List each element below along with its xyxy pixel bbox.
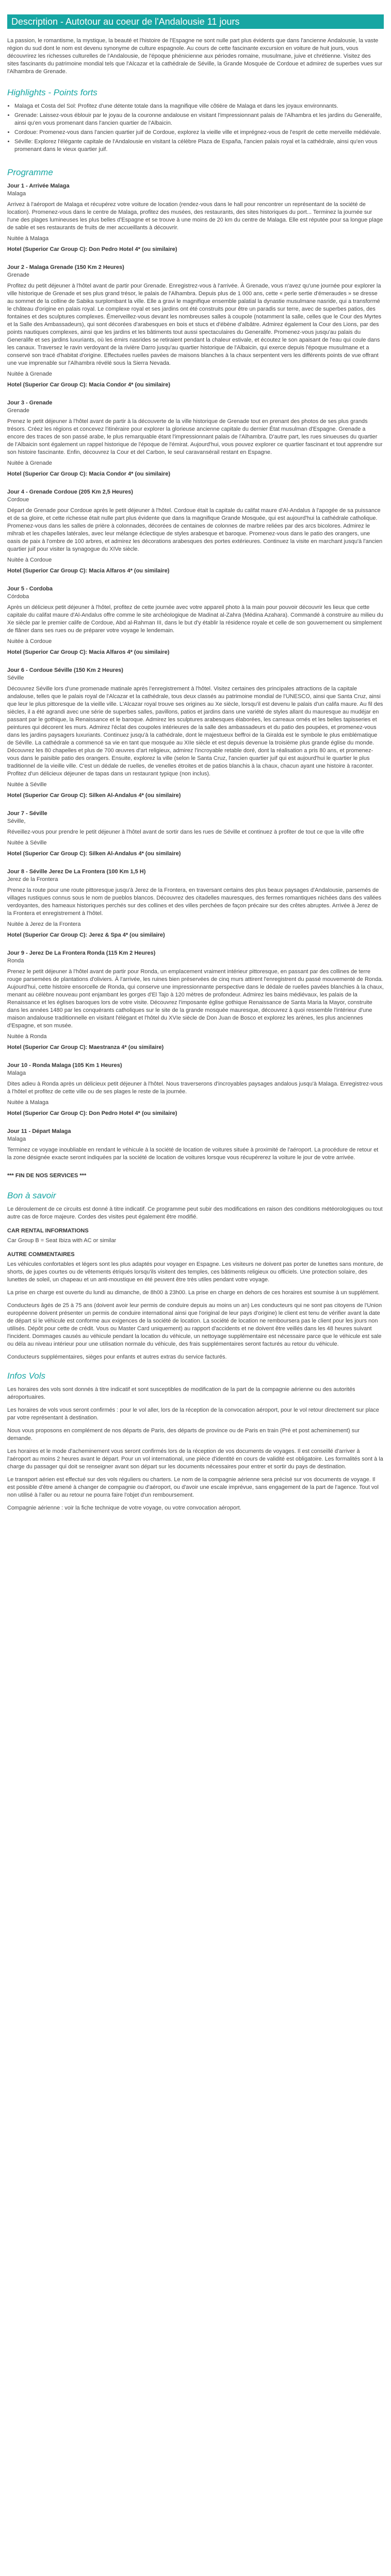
day-title: Jour 9 - Jerez De La Frontera Ronda (115 Km 2 Heures) <box>7 950 156 956</box>
info-paragraph: Les horaires et le mode d'acheminement vous seront confirmés lors de la réception de vos documents de voyages. Il est conseillé d'arriver à l'aéroport au moins 2 heures avant le départ. Pour un vol international, une pièce d'identité en cours de validité est obligatoire. Les formalités sont à la charge du passager qui doit se renseigner avant son départ sur les documents nécessaires pour entrer et sortir du pays de destination. <box>7 1448 383 1470</box>
day-hotel: Hotel (Superior Car Group C): Macia Condor 4* (ou similaire) <box>7 382 170 388</box>
info-paragraph: Les horaires de vols vous seront confirmés : pour le vol aller, lors de la réception de la convocation aéroport, pour le vol retour directement sur place par votre représentant à destination. <box>7 1407 379 1421</box>
day-hotel: Hotel (Superior Car Group C): Silken Al-Andalus 4* (ou similaire) <box>7 851 181 857</box>
day-night: Nuitée à Grenade <box>7 371 52 377</box>
day-hotel: Hotel (Superior Car Group C): Don Pedro Hotel 4* (ou similaire) <box>7 246 177 252</box>
highlight-item: • Cordoue: Promenez-vous dans l'ancien quartier juif de Cordoue, explorez la vieille ville et imprégnez-vous de l'esprit de cette merveille médiévale. <box>14 129 384 137</box>
day-description: Après un délicieux petit déjeuner à l'hôtel, profitez de cette journée avec votre appareil photo à la main pour pouvoir découvrir les lieux que cette capitale du califat maure d'Al-Andalus offre comme le site archéologique de Madinat al-Zahra (Médina Azahara). Commandé à construire au milieu du Xe siècle par le premier calife de Cordoue, Abd al-Rahman III, dans le but d'y établir la résidence royale et celle de son gouvernement ou simplement de flâner dans ses rues ou de préparer votre voyage le lendemain. <box>7 604 383 634</box>
conditions-paragraph: Conducteurs supplémentaires, sièges pour enfants et autres extras du service facturés. <box>7 1354 227 1360</box>
day-7 <box>7 810 384 858</box>
day-location: Séville <box>7 675 24 681</box>
day-night: Nuitée à Cordoue <box>7 557 52 563</box>
info-paragraph: Le transport aérien est effectué sur des vols réguliers ou charters. Le nom de la compagnie aérienne sera précisé sur vos documents de voyage. Il est possible d'être amené à changer de compagnie ou d'aéroport, ou d'avoir une escale imprévue, sans engagement de la part de l'agence. Tout vol non utilisé à l'aller ou au retour ne pourra faire l'objet d'un remboursement. <box>7 1477 379 1498</box>
day-description: Terminez ce voyage inoubliable en rendant le véhicule à la société de location de voitures située à proximité de l'aéroport. La procédure de retour et la zone désignée exacte seront indiquées par la société de location de voitures lorsque vous récupérerez la voiture le jour de votre arrivée. <box>7 1147 379 1161</box>
day-description: Profitez du petit déjeuner à l'hôtel avant de partir pour Grenade. Enregistrez-vous à l'arrivée. À Grenade, vous n'avez qu'une journée pour explorer la ville historique de Grenade et ses plus grand trésor, le palais de l'Alhambra. Depuis plus de 1 000 ans, cette « perle sertie d'émeraudes » se dresse au sommet de la colline de Sabika surplombant la ville. Elle a gravi le magnifique ensemble palatial la dynastie musulmane nasride, qui a transformé le château d'origine en palais royal. Le complexe royal et ses jardins ont été construits pour être un paradis sur terre, avec de superbes patios, des fontaines et des sculptures complexes. Émerveillez-vous devant les nombreuses salles à coupole (notamment la salle, celles que le Cour des Myrtes et la Salle des Ambassadeurs), qui sont décorées d'arabesques en bois et stucs et d'ébène d'albâtre. Admirez également la Cour des Lions, par des points nautiques complexes, ainsi que les jardins et les bâtiments tout aussi spectaculaires du Generalife. Promenez-vous jusqu'au palais du Generalife et ses jardins luxuriants, où les émirs nasrides se retiraient pendant la chaleur estivale, et écoutez le son apaisant de l'eau qui coule dans les canaux. Traversez le ravin verdoyant de la rivière Darro jusqu'au quartier historique de l'Albaicin, qui exerce depuis l'époque musulmane et a conservé son tracé d'habitat d'origine. Effectuées ruelles pavées de maisons blanches à la chaux serpentent vers les différents points de vue offrant une vue imprenable sur l'Alhambra révélé sous la Sierra Nevada. <box>7 283 382 366</box>
info-heading: Infos Vols <box>7 1371 46 1381</box>
day-location: Grenade <box>7 408 29 414</box>
day-1 <box>7 182 384 253</box>
day-title: Jour 8 - Séville Jerez De La Frontera (100 Km 1,5 H) <box>7 869 146 875</box>
day-description: Départ de Grenade pour Cordoue après le petit déjeuner à l'hôtel. Cordoue était la capitale du califat maure d'Al-Andalus à l'apogée de sa puissance et de sa gloire, et cette richesse était nulle part plus évidente que dans la magnifique Grande Mosquée, qui est aujourd'hui la cathédrale catholique. Promenez-vous dans les salles de prière à colonnades, décorées de centaines de colonnes de marbre reliées par des arcs bicolores. Admirez le mihrab et les chapelles latérales, avec leur mélange éclectique de styles arabesque et baroque. Promenez-vous dans le patio des orangers, une oasis de paix à l'ombre de 100 arbres, et admirez les décorations arabesques des portes extérieures. Continuez la visite en marchant jusqu'à l'ancien quartier juif pour visiter la synagogue du XIVe siècle. <box>7 507 383 552</box>
day-night: Nuitée à Jerez de la Frontera <box>7 921 81 927</box>
day-hotel: Hotel (Superior Car Group C): Jerez & Spa 4* (ou similaire) <box>7 932 165 938</box>
day-description: Réveillez-vous pour prendre le petit déjeuner à l'hôtel avant de sortir dans les rues de Séville et continuez à profiter de tout ce que la ville offre <box>7 829 364 835</box>
day-hotel: Hotel (Superior Car Group C): Silken Al-Andalus 4* (ou similaire) <box>7 792 181 799</box>
day-location: Grenade <box>7 272 29 278</box>
day-night: Nuitée à Ronda <box>7 1033 47 1040</box>
day-night: Nuitée à Séville <box>7 782 47 788</box>
page-title: Description - Autotour au coeur de l'Andalousie 11 jours <box>7 14 384 29</box>
day-hotel: Hotel (Superior Car Group C): Macia Alfaros 4* (ou similaire) <box>7 568 170 574</box>
day-8 <box>7 868 384 939</box>
day-5 <box>7 585 384 656</box>
day-location: Malaga <box>7 1136 26 1142</box>
day-night: Nuitée à Séville <box>7 840 47 846</box>
end-of-services: *** FIN DE NOS SERVICES *** <box>7 1173 87 1179</box>
conditions-heading: AUTRE COMMENTAIRES <box>7 1251 75 1258</box>
good-to-know-intro: Le déroulement de ce circuits est donné à titre indicatif. Ce programme peut subir des modifications en raison des conditions météorologiques ou tout autre cas de force majeure. Cordes des visites peut également être modifié. <box>7 1206 383 1220</box>
day-6 <box>7 667 384 800</box>
day-title: Jour 1 - Arrivée Malaga <box>7 183 70 189</box>
day-9 <box>7 950 384 1052</box>
day-location: Jerez de la Frontera <box>7 876 58 883</box>
day-title: Jour 11 - Départ Malaga <box>7 1128 71 1134</box>
day-location: Malaga <box>7 191 26 197</box>
day-location: Ronda <box>7 958 24 964</box>
day-description: Prenez le petit déjeuner à l'hôtel avant de partir à la découverte de la ville historique de Grenade tout en prenant des photos de ses plus grands trésors. Créez les régions et concevez l'itinéraire pour explorer la glorieuse ancienne capitale du dernier État musulman d'Espagne. Grenade a encore des traces de son passé arabe, le plus remarquable étant l'impressionnant palais de l'Alhambra. D'autre part, les rues sinueuses du quartier de l'Albaicin sont également un rappel historique de l'époque de l'émirat. Aujourd'hui, vous pouvez explorer ce quartier fascinant et tout apprendre sur son histoire fascinante. Enfin, découvrez la Cour et del Carbon, le seul caravansérail restant en Espagne. <box>7 418 383 455</box>
day-hotel: Hotel (Superior Car Group C): Don Pedro Hotel 4* (ou similaire) <box>7 1110 177 1116</box>
day-title: Jour 2 - Malaga Grenade (150 Km 2 Heures) <box>7 264 124 270</box>
day-description: Arrivez à l'aéroport de Malaga et récupérez votre voiture de location (rendez-vous dans le hall pour rencontrer un représentant de la société de location). Promenez-vous dans le centre de Malaga, profitez des musées, des restaurants, des sites historiques du port... Terminez la journée sur l'une des plages lumineuses les plus belles d'Espagne et se trouve à une moins de 20 km du centre de Malaga. Elle est réputée pour sa longue plage de sable et ses restaurants de fruits de mer accueillants à découvrir. <box>7 201 383 231</box>
day-title: Jour 6 - Cordoue Séville (150 Km 2 Heures) <box>7 667 123 673</box>
day-hotel: Hotel (Superior Car Group C): Maestranza 4* (ou similaire) <box>7 1044 164 1050</box>
day-title: Jour 5 - Cordoba <box>7 586 53 592</box>
day-description: Découvrez Séville lors d'une promenade matinale après l'enregistrement à l'hôtel. Visitez certaines des principales attractions de la capitale andalouse, telles que le palais royal de l'Alcazar et la cathédrale, tous deux classés au patrimoine mondial de l'UNESCO, ainsi que Santa Cruz, ainsi que leur le plus pittoresque de la vieille ville. L'Alcazar royal trouve ses origines au Xe siècle, lorsqu'il est devenu le palais d'un califa maure. Au fil des siècles, il a été agrandi avec une série de superbes salles, pavillons, patios et jardins dans une variété de styles allant du mauresque au mudéjar en passant par le gothique, la Renaissance et le baroque. Admirez les sculptures arabesques élaborées, les carreaux ornés et les belles tapisseries et peintures qui décorent les murs. Admirez l'éclat des coupoles intérieures de la salle des ambassadeurs et du patio des poupées, et promenez-vous dans les jardins paysagers luxuriants. Continuez jusqu'à la cathédrale, dont le majestueux beffroi de la Giralda est le symbole le plus emblématique de Séville. La cathédrale a commencé sa vie en tant que mosquée au XIIe siècle et est depuis devenue la troisième plus grande église du monde. Découvrez les 80 chapelles et plus de 700 œuvres d'art religieux, admirez l'incroyable retable doré, dont la réalisation a pris 80 ans, et promenez-vous dans le paisible patio des orangers. Ensuite, explorez la ville (selon le Santa Cruz, l'ancien quartier juif qui est aujourd'hui le quartier le plus traditionnel de la vieille ville. C'est un dédale de ruelles, de venelles étroites et de patios blanchis à la chaux, chacun ayant une histoire à raconter. Profitez d'un délicieux déjeuner de tapas dans un restaurant typique (non inclus). <box>7 686 383 777</box>
info-paragraph: Les horaires des vols sont donnés à titre indicatif et sont susceptibles de modification de la part de la compagnie aérienne ou des autorités aéroportuaires. <box>7 1386 355 1400</box>
day-night: Nuitée à Grenade <box>7 460 52 466</box>
intro-text: La passion, le romantisme, la mystique, la beauté et l'histoire de l'Espagne ne sont nulle part plus évidents que dans l'ancienne Andalousie, la vaste région du sud dont le nom est devenu synonyme de culture espagnole. Au cours de cette fascinante excursion en voiture de huit jours, vous découvrirez les richesses culturelles de l'Andalousie, de l'époque phénicienne aux périodes romaine, musulmane, juive et chrétienne. Visitez des sites fascinants du patrimoine mondial tels que l'Alcazar et la cathédrale de Séville, la Grande Mosquée de Cordoue et admirez de superbes vues sur l'Alhambra de Grenade. <box>7 38 383 75</box>
programme-heading: Programme <box>7 167 53 177</box>
day-description: Prenez le petit déjeuner à l'hôtel avant de partir pour Ronda, un emplacement vraiment intérieur pittoresque, en passant par des collines de terre rouge parsemées de plantations d'oliviers. À l'arrivée, les ruines bien préservées de cinq murs attirent l'enregistrent du passé mouvementé de Ronda. Aujourd'hui, cette histoire ensorcelle de Ronda, qui conserve une impressionnante perspective dans le dédale de ruelles pavées blanchies à la chaux, menant au célèbre nouveau pont enjambant les gorges d'El Tajo à 120 mètres de profondeur. Admirez les bains médiévaux, les palais de la Renaissance et les églises baroques lors de votre visite. Découvrez l'imposante église gothique Renaissance de Santa Maria la Mayor, construite dans les années 1480 par les conquérants catholiques sur le site de la grande mosquée mauresque, découvrez à quoi ressemble l'intérieur d'une maison andalouse traditionnelle en visitant l'élégant et l'hôtel du XVIe siècle de Don Juan de Bosco et explorez les arènes, les plus anciennes d'Espagne, et son musée. <box>7 969 384 1029</box>
conditions-paragraph: La prise en charge est ouverte du lundi au dimanche, de 8h00 à 23h00. La prise en charge en dehors de ces horaires est soumise à un supplément. <box>7 1290 380 1296</box>
day-night: Nuitée à Cordoue <box>7 638 52 645</box>
info-paragraph: Compagnie aérienne : voir la fiche technique de votre voyage, ou votre convocation aéroport. <box>7 1505 241 1511</box>
day-location: Córdoba <box>7 594 29 600</box>
day-night: Nuitée à Malaga <box>7 1099 49 1106</box>
highlight-item: • Grenade: Laissez-vous éblouir par le joyau de la couronne andalouse en visitant l'impressionnant palais de l'Alhambra et les jardins du Generalife, ainsi qu'en vous promenant dans l'ancien quartier de l'Albaicin. <box>14 112 384 127</box>
day-title: Jour 3 - Grenade <box>7 400 53 406</box>
day-description: Dites adieu à Ronda après un délicieux petit déjeuner à l'hôtel. Nous traverserons d'incroyables paysages andalous jusqu'à Malaga. Enregistrez-vous à l'hôtel et profitez de cette ville ou de ses plages le reste de la journée. <box>7 1081 383 1095</box>
day-location: Séville, <box>7 818 26 824</box>
highlights-list <box>7 103 384 154</box>
day-description: Prenez la route pour une route pittoresque jusqu'à Jerez de la Frontera, en traversant certains des plus beaux paysages d'Andalousie, parsemés de villages rustiques connus sous le nom de pueblos blancos. Découvrez des citadelles mauresques, des fermes romantiques nichées dans des vallées verdoyantes, des hameaux historiques perchés sur des collines et des villes perchées de façon précaire sur des crêtes abruptes. Arrivée à Jerez de la Frontera et enregistrement à l'hôtel. <box>7 887 382 917</box>
conditions-paragraph: Conducteurs âgés de 25 à 75 ans (doivent avoir leur permis de conduire depuis au moins un an) Les conducteurs qui ne sont pas citoyens de l'Union européenne doivent présenter un permis de conduire international ainsi que l'original de leur pays d'origine) le client est tenu de vérifier avant la date de départ si le véhicule est conforme aux exigences de la société de location. La société de location ne remboursera pas le client pour les jours non utilisés. Dépôt pour cette de crédit. Vous ou Master Card uniquement) au rapport d'accidents et ne doivent être veillés dans les 48 heures suivant l'incident. Dommages causés au véhicule pendant la location du véhicule, un nettoyage supplémentaire est nécessaire parce que le véhicule est sale ou déla au niveau intérieur pour une utilisation normale du véhicule, des frais supplémentaires seront facturés au retour du véhicule. <box>7 1302 382 1347</box>
highlight-item: • Séville: Explorez l'élégante capitale de l'Andalousie en visitant la célèbre Plaza de España, l'ancien palais royal et la cathédrale, ainsi qu'en vous promenant dans le vieux quartier juif. <box>14 138 384 154</box>
day-location: Malaga <box>7 1070 26 1076</box>
day-title: Jour 4 - Grenade Cordoue (205 Km 2,5 Heures) <box>7 489 133 495</box>
highlights-heading: Highlights - Points forts <box>7 88 97 97</box>
day-10 <box>7 1062 384 1117</box>
day-hotel: Hotel (Superior Car Group C): Macia Alfaros 4* (ou similaire) <box>7 649 170 655</box>
day-2 <box>7 264 384 389</box>
info-paragraph: Nous vous proposons en complément de nos départs de Paris, des départs de province ou de Paris en train (Pré et post acheminement) sur demande. <box>7 1428 360 1442</box>
day-title: Jour 7 - Séville <box>7 810 47 817</box>
day-11 <box>7 1128 384 1162</box>
day-title: Jour 10 - Ronda Malaga (105 Km 1 Heures) <box>7 1062 122 1069</box>
day-hotel: Hotel (Superior Car Group C): Macia Condor 4* (ou similaire) <box>7 471 170 477</box>
day-night: Nuitée à Malaga <box>7 235 49 242</box>
day-3 <box>7 399 384 478</box>
car-rental-text: Car Group B = Seat Ibiza with AC or similar <box>7 1238 117 1244</box>
day-4 <box>7 488 384 575</box>
car-rental-heading: CAR RENTAL INFORMATIONS <box>7 1228 89 1234</box>
highlight-item: • Malaga et Costa del Sol: Profitez d'une détente totale dans la magnifique ville côtière de Malaga et dans les joyaux environnants. <box>14 103 384 110</box>
day-location: Cordoue <box>7 497 29 503</box>
good-to-know-heading: Bon à savoir <box>7 1191 56 1200</box>
conditions-paragraph: Les véhicules confortables et légers sont les plus adaptés pour voyager en Espagne. Les visiteurs ne doivent pas porter de lunettes sans monture, de shorts, de jupes courtes ou de vêtements étriqués lorsqu'ils visitent des temples, ces bâtiments religieux ou officiels. Une protection solaire, des lunettes de soleil, un chapeau et un anti-moustique en été peuvent être très utiles pendant votre voyage. <box>7 1261 383 1283</box>
